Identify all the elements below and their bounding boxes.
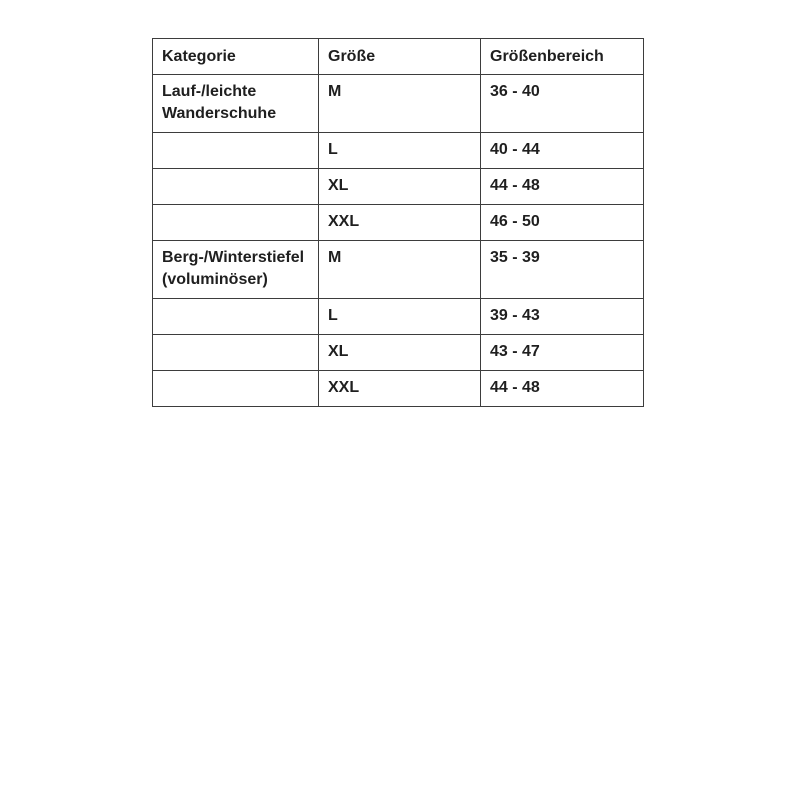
table-row (153, 75, 644, 133)
cell-category (153, 371, 319, 407)
cell-category: Berg-/Winterstiefel (voluminöser) (153, 241, 319, 299)
cell-category (153, 169, 319, 205)
table-row (153, 335, 644, 371)
column-header-groesse: Größe (319, 39, 481, 75)
cell-size: XL (319, 335, 481, 371)
cell-size: M (319, 75, 481, 133)
cell-size: XL (319, 169, 481, 205)
cell-category: Lauf-/leichte Wanderschuhe (153, 75, 319, 133)
cell-category (153, 299, 319, 335)
column-header-kategorie: Kategorie (153, 39, 319, 75)
cell-category (153, 335, 319, 371)
cell-size-range: 40 - 44 (481, 133, 644, 169)
cell-size: XXL (319, 371, 481, 407)
cell-size-range: 39 - 43 (481, 299, 644, 335)
cell-size: M (319, 241, 481, 299)
table-row (153, 241, 644, 299)
cell-size-range: 44 - 48 (481, 169, 644, 205)
cell-size: L (319, 133, 481, 169)
table-row (153, 169, 644, 205)
cell-category (153, 133, 319, 169)
cell-size-range: 36 - 40 (481, 75, 644, 133)
cell-size: L (319, 299, 481, 335)
column-header-groessenbereich: Größenbereich (481, 39, 644, 75)
table-row (153, 371, 644, 407)
cell-size: XXL (319, 205, 481, 241)
cell-size-range: 46 - 50 (481, 205, 644, 241)
cell-size-range: 44 - 48 (481, 371, 644, 407)
sizing-table (152, 38, 644, 407)
table-header-row (153, 39, 644, 75)
table-row (153, 205, 644, 241)
table-row (153, 133, 644, 169)
table-row (153, 299, 644, 335)
cell-size-range: 35 - 39 (481, 241, 644, 299)
cell-size-range: 43 - 47 (481, 335, 644, 371)
cell-category (153, 205, 319, 241)
